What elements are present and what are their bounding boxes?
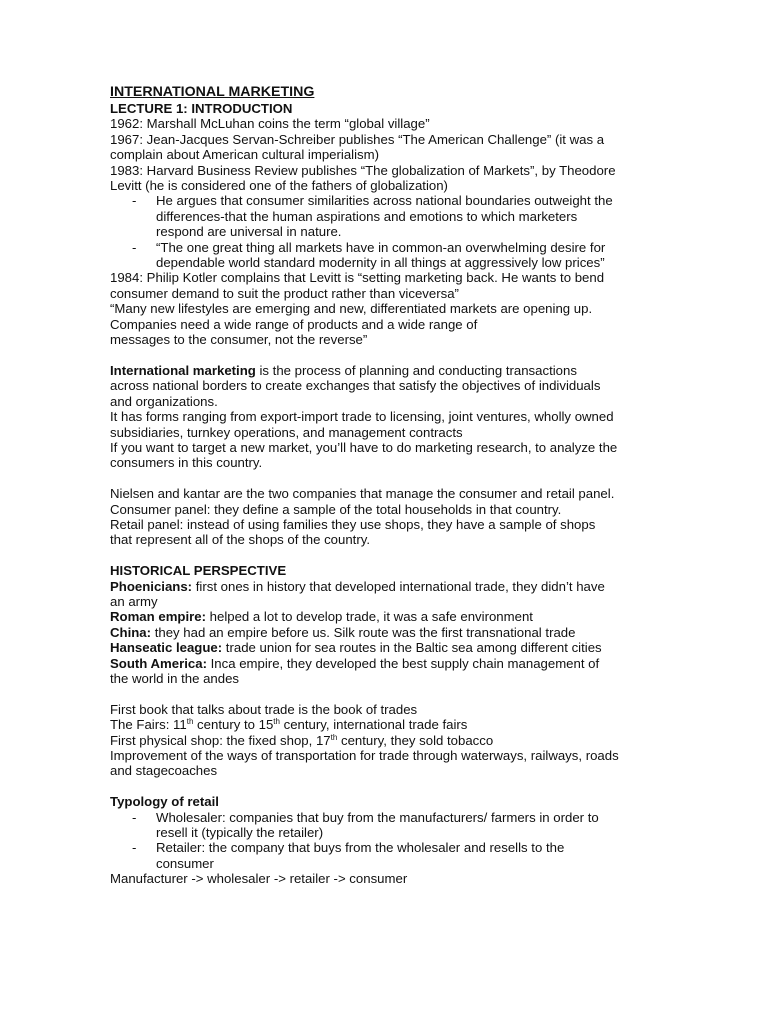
text-line: and stagecoaches [110,763,218,779]
history-entry [110,640,668,655]
text-line: differences-that the human aspirations and emotions to which marketers [156,208,578,224]
kotler-section [110,270,668,347]
text-line: respond are universal in nature. [156,224,342,240]
entry-text: Inca empire, they developed the best supply chain management of [206,655,600,671]
text-line: resell it (typically the retailer) [156,825,324,841]
text-line: 1984: Philip Kotler complains that Levitt is “setting marketing back. He wants to bend [110,270,605,286]
history-entry [110,656,668,671]
entry-label: South America: [110,655,207,671]
fairs-line [110,717,668,732]
trade-section [110,702,668,779]
text-line: 1962: Marshall McLuhan coins the term “global village” [110,116,430,132]
text-line: “The one great thing all markets have in common-an overwhelming desire for [156,239,606,255]
section-heading: HISTORICAL PERSPECTIVE [110,563,287,579]
text-line: consumer [156,855,214,871]
shop-line [110,733,668,748]
bullet-item [110,810,668,841]
text-line: and organizations. [110,393,218,409]
definition-text: is the process of planning and conducting transactions [255,362,577,378]
lecture-heading: LECTURE 1: INTRODUCTION [110,101,293,116]
text-line [110,363,668,378]
text-line: 1967: Jean-Jacques Servan-Schreiber publishes “The American Challenge” (it was a [110,131,605,147]
text-span: century to 15 [193,717,274,733]
historical-section [110,563,668,686]
paragraph-gap [110,779,668,794]
entry-label: Roman empire: [110,609,206,625]
text-line: Retailer: the company that buys from the wholesaler and resells to the [156,840,565,856]
intro-section [110,116,668,193]
document-title: INTERNATIONAL MARKETING [110,84,315,100]
bullet-dash: - [132,809,137,825]
bullet-dash: - [132,840,137,856]
text-line: consumers in this country. [110,455,263,471]
text-line: Consumer panel: they define a sample of the total households in that country. [110,501,562,517]
text-line: Retail panel: instead of using families they use shops, they have a sample of shops [110,516,596,532]
text-line: that represent all of the shops of the country. [110,532,370,548]
text-span: century, international trade fairs [279,717,468,733]
text-span: The Fairs: 11 [110,717,187,733]
supply-chain-line: Manufacturer -> wholesaler -> retailer -> consumer [110,871,408,887]
entry-text: first ones in history that developed international trade, they didn’t have [192,578,605,594]
history-entry [110,579,668,594]
text-line: It has forms ranging from export-import trade to licensing, joint ventures, wholly owned [110,409,614,425]
text-span: First physical shop: the fixed shop, 17 [110,732,331,748]
text-line: Nielsen and kantar are the two companies that manage the consumer and retail panel. [110,486,615,502]
text-line: consumer demand to suit the product rather than viceversa” [110,285,459,301]
text-line: messages to the consumer, not the reverse” [110,332,368,348]
entry-text: helped a lot to develop trade, it was a safe environment [206,609,533,625]
section-heading: Typology of retail [110,794,219,810]
text-line: dependable world standard modernity in all things at aggressively low prices” [156,255,605,271]
entry-label: China: [110,624,152,640]
bullet-item [110,240,668,271]
entry-text: trade union for sea routes in the Baltic sea among different cities [222,640,602,656]
text-span: century, they sold tobacco [337,732,494,748]
levitt-bullet-list [110,193,668,270]
text-line: Wholesaler: companies that buy from the manufacturers/ farmers in order to [156,809,599,825]
text-line: across national borders to create exchanges that satisfy the objectives of individuals [110,378,601,394]
text-line: the world in the andes [110,670,240,686]
text-line: He argues that consumer similarities across national boundaries outweight the [156,193,613,209]
definition-term: International marketing [110,362,256,378]
text-line: subsidiaries, turnkey operations, and management contracts [110,424,463,440]
superscript: th [330,732,338,742]
entry-label: Phoenicians: [110,578,193,594]
text-line: complain about American cultural imperialism) [110,147,379,163]
text-line: “Many new lifestyles are emerging and new, differentiated markets are opening up. [110,301,593,317]
text-line: 1983: Harvard Business Review publishes “The globalization of Markets”, by Theodore [110,162,616,178]
history-entry [110,609,668,624]
superscript: th [273,717,280,727]
text-line: Improvement of the ways of transportation for trade through waterways, railways, roads [110,748,619,763]
history-entry [110,625,668,640]
paragraph-gap [110,348,668,363]
text-line: Companies need a wide range of products and a wide range of [110,316,478,332]
definition-section [110,363,668,471]
text-line: Levitt (he is considered one of the fathers of globalization) [110,178,448,194]
retail-section [110,794,668,886]
superscript: th [186,717,194,727]
paragraph-gap [110,471,668,486]
entry-text: they had an empire before us. Silk route was the first transnational trade [151,624,576,640]
bullet-dash: - [132,239,137,255]
bullet-dash: - [132,193,137,209]
text-line: an army [110,593,158,609]
text-line: First book that talks about trade is the book of trades [110,701,418,717]
paragraph-gap [110,548,668,563]
text-line: If you want to target a new market, you’ll have to do marketing research, to analyze the [110,439,618,455]
bullet-item [110,840,668,871]
panels-section [110,486,668,548]
paragraph-gap [110,686,668,701]
bullet-item [110,193,668,239]
entry-label: Hanseatic league: [110,640,223,656]
